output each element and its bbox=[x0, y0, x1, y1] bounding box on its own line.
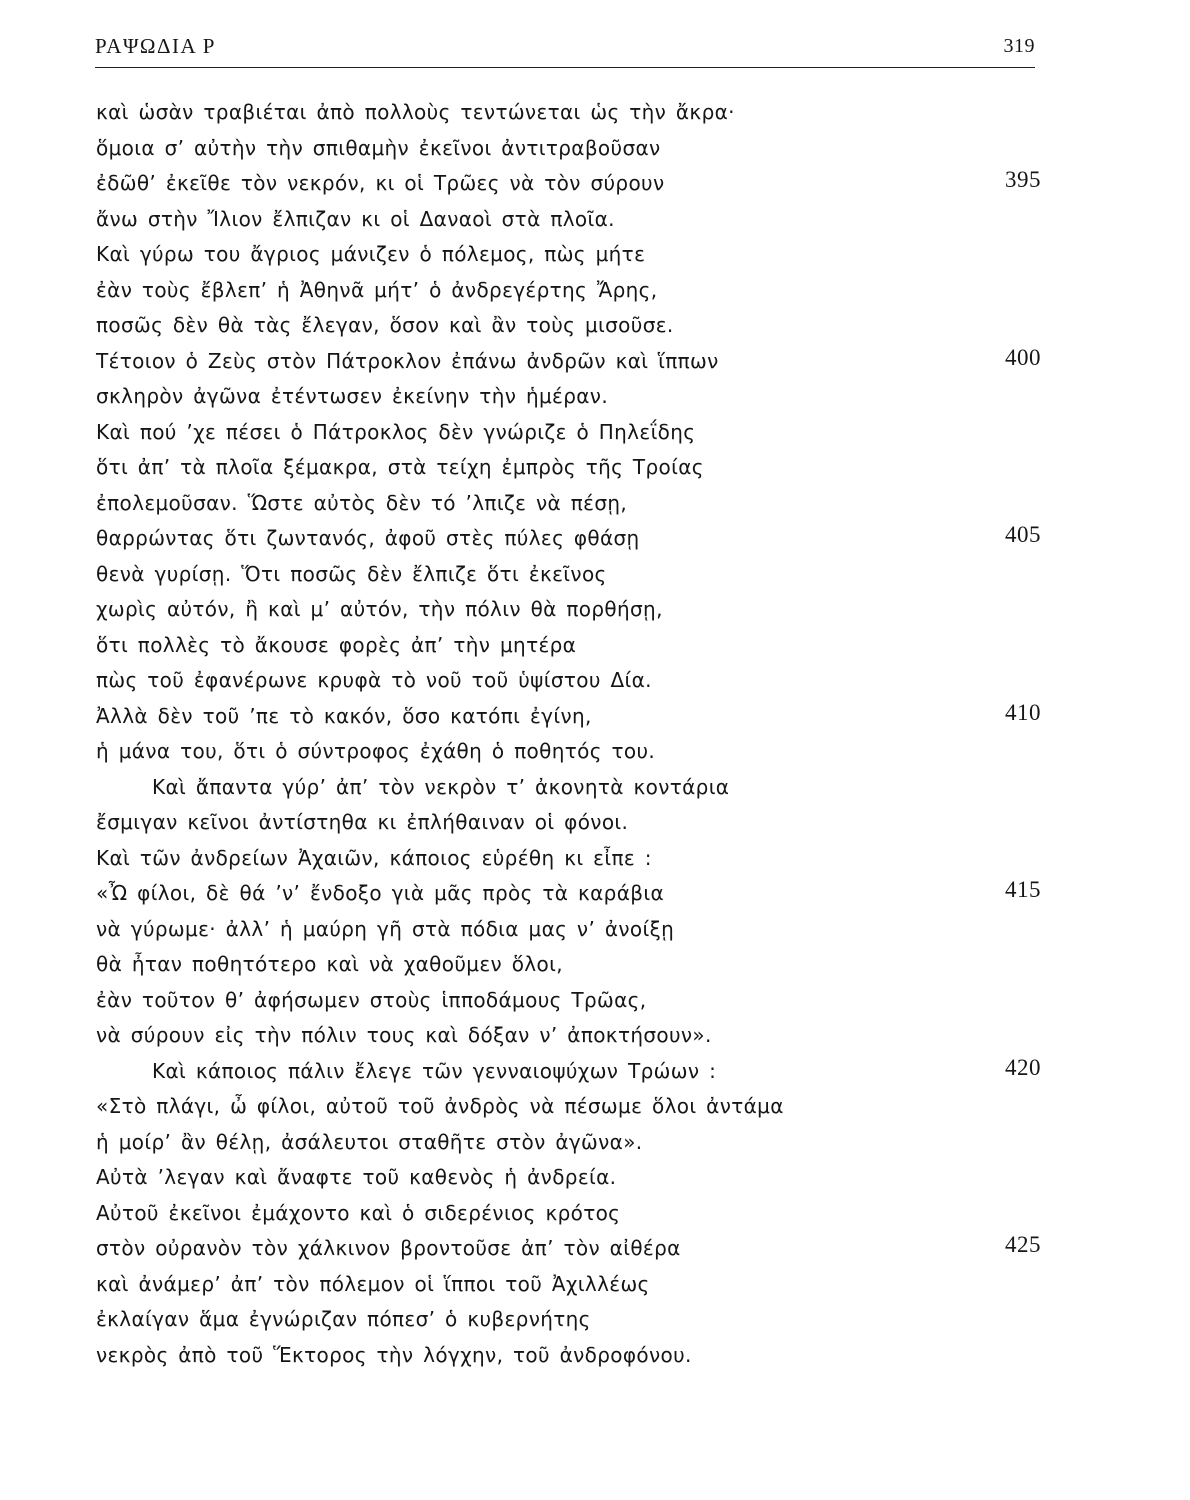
verse-line: ἡ μοίρ’ ἂν θέλῃ, ἀσάλευτοι σταθῆτε στὸν ἀγῶνα». bbox=[96, 1130, 643, 1154]
verse-line: ὅτι ἀπ’ τὰ πλοῖα ξέμακρα, στὰ τείχη ἐμπρὸς τῆς Τροίας bbox=[96, 455, 704, 479]
page-number: 319 bbox=[1003, 35, 1035, 57]
verse-line: Ἀλλὰ δὲν τοῦ ’πε τὸ κακόν, ὅσο κατόπι ἐγίνη, bbox=[96, 704, 592, 728]
verse-line: θὰ ἦταν ποθητότερο καὶ νὰ χαθοῦμεν ὅλοι, bbox=[96, 952, 563, 976]
verse-line: θενὰ γυρίσῃ. Ὅτι ποσῶς δὲν ἔλπιζε ὅτι ἐκεῖνος bbox=[96, 562, 607, 586]
verse-line: καὶ ἀνάμερ’ ἀπ’ τὸν πόλεμον οἱ ἵπποι τοῦ Ἀχιλλέως bbox=[96, 1272, 650, 1296]
verse-line: πὼς τοῦ ἐφανέρωνε κρυφὰ τὸ νοῦ τοῦ ὑψίστου Δία. bbox=[96, 668, 652, 692]
line-number: 415 bbox=[1005, 877, 1041, 902]
verse-line: Αὐτοῦ ἐκεῖνοι ἐμάχοντο καὶ ὁ σιδερένιος κρότος bbox=[96, 1201, 621, 1225]
verse-line: Αὐτὰ ’λεγαν καὶ ἄναφτε τοῦ καθενὸς ἡ ἀνδρεία. bbox=[96, 1165, 617, 1189]
verse-line: «Στὸ πλάγι, ὦ φίλοι, αὐτοῦ τοῦ ἀνδρὸς νὰ πέσωμε ὅλοι ἀντάμα bbox=[96, 1094, 784, 1118]
verse-line: Καὶ ἄπαντα γύρ’ ἀπ’ τὸν νεκρὸν τ’ ἀκονητὰ κοντάρια bbox=[152, 775, 730, 799]
verse-line: ὅμοια σ’ αὐτὴν τὴν σπιθαμὴν ἐκεῖνοι ἀντιτραβοῦσαν bbox=[96, 136, 661, 160]
line-number: 400 bbox=[1005, 345, 1041, 370]
verse-line: νὰ σύρουν εἰς τὴν πόλιν τους καὶ δόξαν ν’ ἀποκτήσουν». bbox=[96, 1023, 712, 1047]
verse-line: ποσῶς δὲν θὰ τὰς ἔλεγαν, ὅσον καὶ ἂν τοὺς μισοῦσε. bbox=[96, 313, 674, 337]
verse-line: ἐὰν τοὺς ἔβλεπ’ ἡ Ἀθηνᾶ μήτ’ ὁ ἀνδρεγέρτης Ἄρης, bbox=[96, 278, 658, 302]
verse-line: Καὶ πού ’χε πέσει ὁ Πάτροκλος δὲν γνώριζε ὁ Πηλεΐδης bbox=[96, 420, 696, 444]
verse-line: ἔσμιγαν κεῖνοι ἀντίστηθα κι ἐπλήθαιναν οἱ φόνοι. bbox=[96, 810, 629, 834]
verse-line: ἄνω στὴν Ἴλιον ἔλπιζαν κι οἱ Δαναοὶ στὰ πλοῖα. bbox=[96, 207, 615, 231]
verse-line: σκληρὸν ἀγῶνα ἐτέντωσεν ἐκείνην τὴν ἡμέραν. bbox=[96, 384, 609, 408]
verse-line: ἐπολεμοῦσαν. Ὥστε αὐτὸς δὲν τό ’λπιζε νὰ πέσῃ, bbox=[96, 491, 628, 515]
verse-line: «Ὦ φίλοι, δὲ θά ’ν’ ἔνδοξο γιὰ μᾶς πρὸς τὰ καράβια bbox=[96, 881, 665, 905]
verse-line: Καὶ γύρω του ἄγριος μάνιζεν ὁ πόλεμος, πὼς μήτε bbox=[96, 242, 646, 266]
verse-line: Καὶ τῶν ἀνδρείων Ἀχαιῶν, κάποιος εὑρέθη κι εἶπε : bbox=[96, 846, 652, 870]
line-number: 405 bbox=[1005, 522, 1041, 547]
verse-line: Καὶ κάποιος πάλιν ἔλεγε τῶν γενναιοψύχων Τρώων : bbox=[152, 1059, 717, 1083]
line-number: 410 bbox=[1005, 700, 1041, 725]
verse-line: στὸν οὐρανὸν τὸν χάλκινον βροντοῦσε ἀπ’ τὸν αἰθέρα bbox=[96, 1236, 681, 1260]
running-title: ΡΑΨΩΔΙΑ Ρ bbox=[95, 34, 216, 58]
verse-line: ἐὰν τοῦτον θ’ ἀφήσωμεν στοὺς ἱπποδάμους Τρῶας, bbox=[96, 988, 647, 1012]
verse-line: Τέτοιον ὁ Ζεὺς στὸν Πάτροκλον ἐπάνω ἀνδρῶν καὶ ἵππων bbox=[96, 349, 719, 373]
verse-line: καὶ ὡσὰν τραβιέται ἀπὸ πολλοὺς τεντώνεται ὡς τὴν ἄκρα· bbox=[96, 100, 735, 124]
verse-line: ἡ μάνα του, ὅτι ὁ σύντροφος ἐχάθη ὁ ποθητός του. bbox=[96, 739, 656, 763]
line-number: 395 bbox=[1005, 167, 1041, 192]
verse-line: νὰ γύρωμε· ἀλλ’ ἡ μαύρη γῆ στὰ πόδια μας ν’ ἀνοίξῃ bbox=[96, 917, 675, 941]
line-number: 420 bbox=[1005, 1055, 1041, 1080]
verse-line: χωρὶς αὐτόν, ἢ καὶ μ’ αὐτόν, τὴν πόλιν θὰ πορθήσῃ, bbox=[96, 597, 663, 621]
verse-line: ὅτι πολλὲς τὸ ἄκουσε φορὲς ἀπ’ τὴν μητέρα bbox=[96, 633, 577, 657]
verse-line: ἐδῶθ’ ἐκεῖθε τὸν νεκρόν, κι οἱ Τρῶες νὰ τὸν σύρουν bbox=[96, 171, 665, 195]
line-number: 425 bbox=[1005, 1232, 1041, 1257]
verse-line: νεκρὸς ἀπὸ τοῦ Ἕκτορος τὴν λόγχην, τοῦ ἀνδροφόνου. bbox=[96, 1343, 692, 1367]
verse-line: θαρρώντας ὅτι ζωντανός, ἀφοῦ στὲς πύλες φθάσῃ bbox=[96, 526, 640, 550]
verse-line: ἐκλαίγαν ἅμα ἐγνώριζαν πόπεσ’ ὁ κυβερνήτης bbox=[96, 1307, 591, 1331]
